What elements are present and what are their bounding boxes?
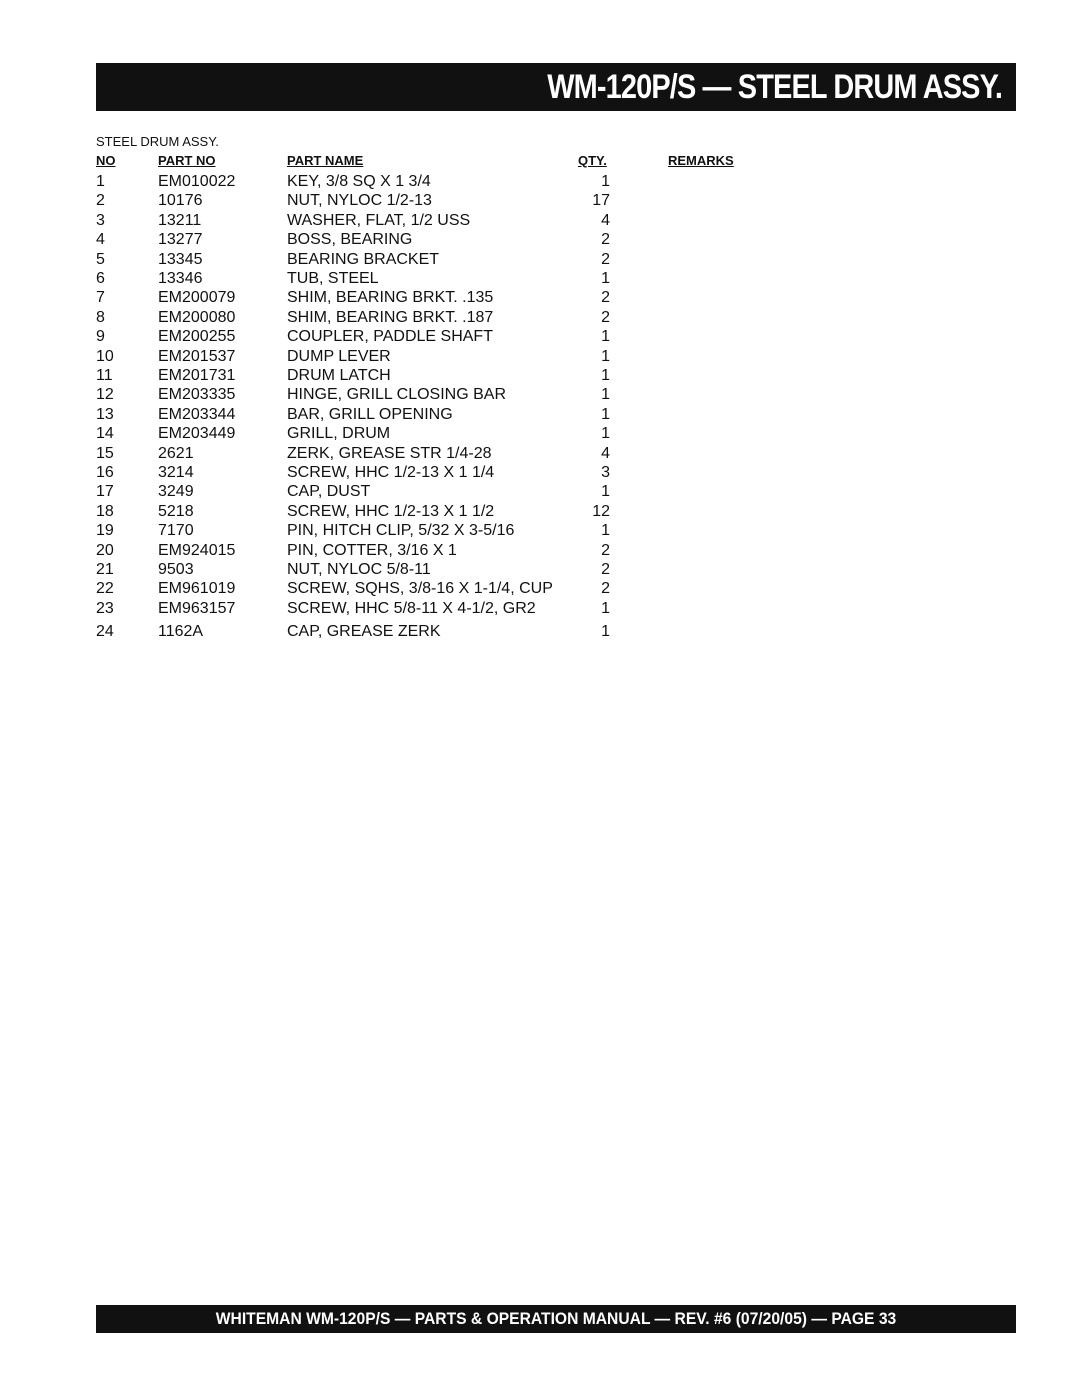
cell-qty: 2: [601, 250, 610, 268]
cell-qty: 3: [601, 464, 610, 481]
cell-part-name: SHIM, BEARING BRKT. .187: [287, 308, 494, 326]
cell-no: 2: [96, 192, 105, 210]
cell-part-name: BEARING BRACKET: [287, 250, 440, 268]
cell-qty: 1: [601, 405, 610, 423]
cell-qty: 1: [601, 347, 610, 365]
cell-part-name: TUB, STEEL: [287, 270, 379, 287]
cell-qty: 1: [601, 328, 610, 346]
cell-no: 4: [96, 231, 105, 249]
cell-part-no: 13211: [158, 211, 202, 229]
cell-part-name: PIN, COTTER, 3/16 X 1: [287, 541, 457, 559]
cell-no: 15: [96, 444, 114, 462]
section-label: STEEL DRUM ASSY.: [96, 134, 219, 149]
column-header-qty: QTY.: [578, 153, 607, 168]
cell-qty: 1: [601, 425, 610, 443]
cell-qty: 1: [601, 623, 610, 641]
cell-part-name: NUT, NYLOC 5/8-11: [287, 561, 431, 578]
cell-no: 14: [96, 425, 114, 443]
cell-no: 17: [96, 483, 114, 501]
cell-part-name: HINGE, GRILL CLOSING BAR: [287, 386, 507, 404]
cell-part-no: EM924015: [158, 541, 236, 559]
cell-no: 18: [96, 502, 114, 520]
cell-qty: 17: [592, 192, 610, 210]
cell-part-name: SHIM, BEARING BRKT. .135: [287, 289, 494, 307]
cell-no: 12: [96, 386, 114, 404]
cell-part-no: 13346: [158, 270, 203, 287]
cell-no: 9: [96, 328, 105, 346]
cell-qty: 2: [601, 541, 610, 559]
cell-part-no: EM201731: [158, 367, 236, 384]
cell-qty: 2: [601, 308, 610, 326]
cell-qty: 2: [601, 580, 610, 598]
cell-part-name: WASHER, FLAT, 1/2 USS: [287, 211, 471, 229]
cell-qty: 1: [601, 173, 610, 190]
cell-qty: 4: [601, 444, 610, 462]
cell-part-no: EM961019: [158, 580, 236, 598]
cell-part-no: EM010022: [158, 173, 236, 190]
cell-part-name: DUMP LEVER: [287, 347, 391, 365]
cell-part-name: BAR, GRILL OPENING: [287, 405, 453, 423]
cell-qty: 1: [601, 270, 610, 287]
cell-part-name: SCREW, SQHS, 3/8-16 X 1-1/4, CUP: [287, 580, 553, 598]
cell-part-name: GRILL, DRUM: [287, 425, 391, 443]
cell-part-no: EM203344: [158, 405, 236, 423]
cell-qty: 1: [601, 367, 610, 384]
cell-part-no: EM200079: [158, 289, 236, 307]
cell-part-no: 10176: [158, 192, 203, 210]
cell-part-name: SCREW, HHC 1/2-13 X 1 1/2: [287, 502, 495, 520]
cell-part-name: PIN, HITCH CLIP, 5/32 X 3-5/16: [287, 522, 515, 540]
column-header-part-no: PART NO: [158, 153, 216, 168]
footer-text: WHITEMAN WM-120P/S — PARTS & OPERATION MANUAL — REV. #6 (07/20/05) — PAGE 33: [215, 1309, 897, 1328]
column-header-remarks: REMARKS: [668, 153, 734, 168]
cell-part-no: 3214: [158, 464, 194, 481]
cell-part-no: 2621: [158, 444, 194, 462]
cell-qty: 1: [601, 386, 610, 404]
cell-no: 1: [96, 173, 105, 190]
cell-no: 10: [96, 347, 114, 365]
cell-no: 6: [96, 270, 105, 287]
cell-no: 21: [96, 561, 114, 578]
cell-part-no: EM200255: [158, 328, 236, 346]
cell-no: 8: [96, 308, 105, 326]
cell-part-name: NUT, NYLOC 1/2-13: [287, 192, 432, 210]
cell-part-no: 13345: [158, 250, 203, 268]
cell-part-no: 5218: [158, 502, 194, 520]
cell-part-name: CAP, DUST: [287, 483, 371, 501]
cell-no: 19: [96, 522, 114, 540]
cell-qty: 12: [592, 502, 610, 520]
cell-part-name: CAP, GREASE ZERK: [287, 623, 441, 641]
cell-qty: 1: [601, 483, 610, 501]
cell-no: 13: [96, 405, 114, 423]
cell-no: 20: [96, 541, 114, 559]
cell-part-no: EM201537: [158, 347, 236, 365]
cell-qty: 2: [601, 289, 610, 307]
cell-qty: 2: [601, 561, 610, 578]
cell-no: 22: [96, 580, 114, 598]
cell-part-name: KEY, 3/8 SQ X 1 3/4: [287, 173, 431, 190]
cell-part-no: 13277: [158, 231, 203, 249]
cell-no: 5: [96, 250, 105, 268]
cell-no: 11: [96, 367, 113, 384]
cell-part-name: BOSS, BEARING: [287, 231, 413, 249]
cell-part-name: ZERK, GREASE STR 1/4-28: [287, 444, 492, 462]
cell-qty: 1: [601, 599, 610, 617]
cell-part-no: EM200080: [158, 308, 236, 326]
column-header-part-name: PART NAME: [287, 153, 364, 168]
cell-qty: 2: [601, 231, 610, 249]
cell-part-no: 9503: [158, 561, 194, 578]
cell-part-no: EM203335: [158, 386, 236, 404]
cell-part-name: COUPLER, PADDLE SHAFT: [287, 328, 493, 346]
cell-part-no: EM963157: [158, 599, 236, 617]
cell-part-no: 3249: [158, 483, 194, 501]
cell-no: 7: [96, 289, 105, 307]
cell-qty: 4: [601, 211, 610, 229]
cell-no: 16: [96, 464, 114, 481]
cell-part-no: 7170: [158, 522, 194, 540]
cell-qty: 1: [601, 522, 610, 540]
cell-no: 3: [96, 211, 105, 229]
cell-part-name: SCREW, HHC 5/8-11 X 4-1/2, GR2: [287, 599, 536, 617]
cell-no: 23: [96, 599, 114, 617]
column-header-no: NO: [96, 153, 116, 168]
cell-part-name: DRUM LATCH: [287, 367, 391, 384]
cell-part-no: EM203449: [158, 425, 236, 443]
cell-no: 24: [96, 623, 114, 641]
cell-part-no: 1162A: [158, 623, 204, 641]
cell-part-name: SCREW, HHC 1/2-13 X 1 1/4: [287, 464, 495, 481]
page-footer-bar: [96, 1305, 1016, 1333]
page-title: WM-120P/S — STEEL DRUM ASSY.: [547, 68, 1002, 106]
page-header-bar: [96, 63, 1016, 111]
